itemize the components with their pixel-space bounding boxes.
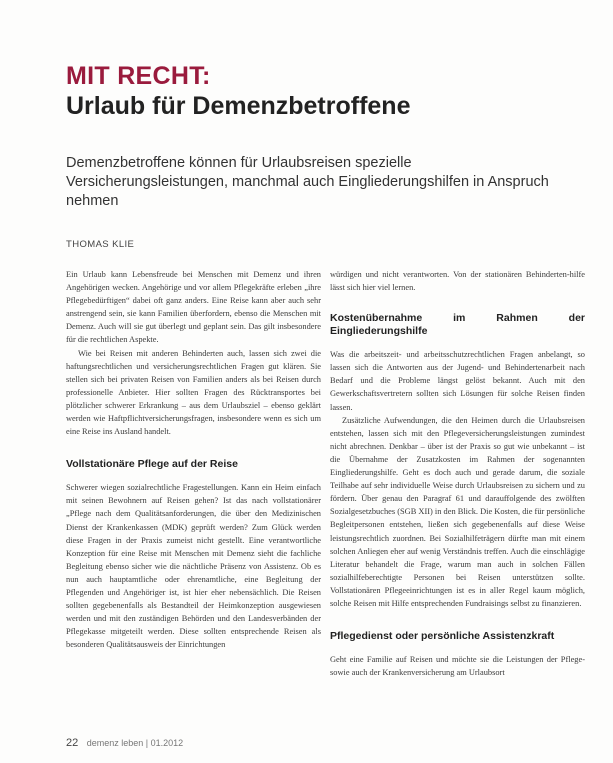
right-column bbox=[330, 268, 585, 679]
paragraph: Zusätzliche Aufwendungen, die den Heimen durch die Urlaubsreisen entstehen, lassen sich mit den Pflegeversicherungsleistungen zumindest nicht abrechnen. Denkbar – über ist der Praxis so gut wie unbekannt – ist die Übernahme der Zusatzkosten im Rahmen der sogenannten Eingliederungshilfe. Geht es doch auch und gerade darum, die soziale Teilhabe auf sehr individuelle Weise durch Urlaubsreisen zu sichern und zu fördern. Über genau den Paragraf 61 und darauffolgende des zwölften Sozialgesetzbuches (SGB XII) in den Blick. Die Kosten, die für persönliche Begleitpersonen entstehen, ließen sich gegebenenfalls auf diese Weise leistungsrechtlich zuordnen. Bei Sozialhilfeträgern dürfte man mit einem solchen Anliegen eher auf wenig Verständnis treffen. Auch die einschlägige Literatur behandelt die Frage, warum man auch in solchen Fällen sozialhilfeberechtigte Personen bei Reisen unterstützen sollte. Vollstationären Pflegeeinrichtungen ist es in aller Regel kaum möglich, solche Reisen mit Hilfe entsprechenden Fundraisings selbst zu finanzieren. bbox=[330, 415, 585, 608]
paragraph: Was die arbeitszeit- und arbeitsschutzrechtlichen Fragen anbelangt, so lassen sich die Antworten aus der Jugend- und Behindertenarbeit nach Bedarf und die Probleme längst gelöst bekannt. Auch mit den Gewerkschaftsvertretern sollten sich Lösungen für solche Reisen finden lassen. bbox=[330, 350, 585, 412]
article-kicker: MIT RECHT: bbox=[66, 62, 211, 90]
paragraph: Schwerer wiegen sozialrechtliche Fragestellungen. Kann ein Heim einfach mit seinen Bewohnern auf Reisen gehen? Ist das nach vollstationärer „Pflege nach dem Qualitätsanforderungen, die über den Medizinischen Dienst der Krankenkassen (MDK) geprüft werden? Zum Glück werden diese Fragen in der Praxis zumeist nicht gestellt. Eine verantwortliche Konzeption für eine Reise mit Menschen mit Demenz sieht die fachliche Begleitung ebenso sicher wie die nächtliche Präsenz von Assistenz. Ob es nun auch hauptamtliche oder ehrenamtliche, eine Begleitung der Pflegenden und Angehöriger ist, ist hier eher nebensächlich. Die Reisen sollten gegebenenfalls als Bestandteil der Heimkonzeption ausgewiesen werden und mit den zuständigen Behörden und den Landesverbänden der Pflegekasse mitgeteilt werden. Diese sollten entsprechende Reisen als besonderen Qualitätsausweis der Einrichtungen bbox=[66, 483, 321, 650]
paragraph: Geht eine Familie auf Reisen und möchte sie die Leistungen der Pflege- sowie auch der Krankenversicherung am Urlaubsort bbox=[330, 655, 585, 678]
section-heading: Pflegedienst oder persönliche Assistenzkraft bbox=[330, 630, 555, 643]
paragraph: Wie bei Reisen mit anderen Behinderten auch, lassen sich zwei die haftungsrechtlichen und versicherungsrechtlichen Fragen gut klären. Sie stellen sich bei privaten Reisen von Familien anders als bei Reisen durch professionelle Anbieter. Hier sollten Fragen des Rücktransportes bei plötzlicher schwerer Erkrankung – aus dem Urlaubsziel – ebenso geklärt werden wie Haftpflichtversicherungsfragen, insbesondere wenn es sich um eine Reise ins Ausland handelt. bbox=[66, 348, 321, 437]
article-author: THOMAS KLIE bbox=[66, 239, 135, 250]
publication-info: demenz leben | 01.2012 bbox=[86, 738, 184, 748]
paragraph: würdigen und nicht verantworten. Von der stationären Behinderten-hilfe lässt sich hier viel lernen. bbox=[330, 270, 585, 293]
section-heading: Vollstationäre Pflege auf der Reise bbox=[66, 458, 238, 471]
left-column bbox=[66, 268, 321, 651]
section-heading: Kostenübernahme im Rahmen der Eingliederungshilfe bbox=[330, 312, 585, 338]
page-number: 22 bbox=[66, 737, 79, 749]
article-lead: Demenzbetroffene können für Urlaubsreisen spezielle Versicherungsleistungen, manchmal auch Eingliederungshilfen in Anspruch nehmen bbox=[66, 155, 549, 209]
article-title: Urlaub für Demenzbetroffene bbox=[66, 92, 411, 120]
paragraph: Ein Urlaub kann Lebensfreude bei Menschen mit Demenz und ihren Angehörigen wecken. Angehörige und vor allem Pflegekräfte erleben „ihre Pflegebedürftigen“ dabei oft ganz anders. Eine Reise kann aber auch sehr anstrengend sein, sie kann Familien überfordern, ebenso die Menschen mit Demenz. Auch will sie gut überlegt und geplant sein. Das gilt insbesondere für die rechtlichen Aspekte. bbox=[66, 270, 321, 345]
page-footer bbox=[66, 737, 183, 749]
